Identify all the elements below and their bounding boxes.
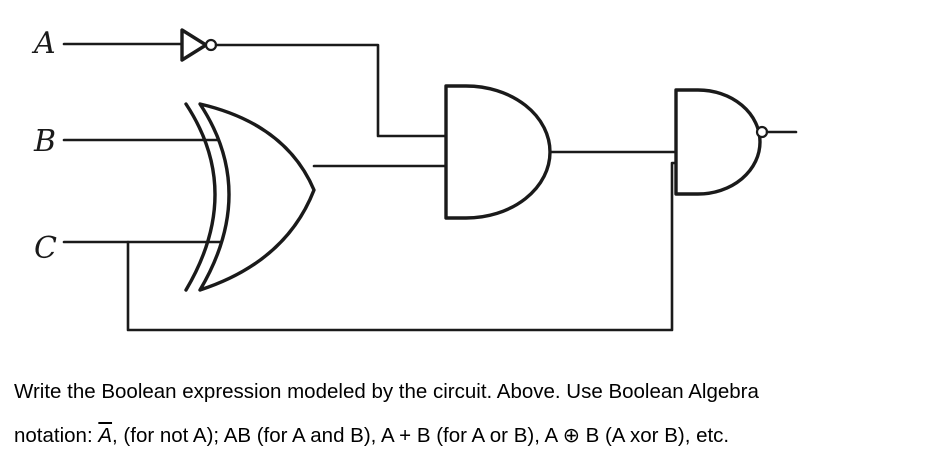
- notation-suffix: B (A xor B), etc.: [579, 424, 730, 447]
- not-a-notation: $\overline{A}$: [98, 424, 113, 447]
- not-gate: [182, 30, 206, 60]
- question-line-1: Write the Boolean expression modeled by the circuit. Above. Use Boolean Algebra: [14, 380, 759, 403]
- xor-symbol-icon: ⊕: [562, 423, 580, 447]
- input-label-c: C: [34, 231, 57, 266]
- xor-gate-back-arc: [186, 104, 215, 290]
- notation-prefix: notation:: [14, 424, 99, 447]
- and-gate-2: [676, 90, 760, 194]
- wire-and1-output: [550, 122, 690, 152]
- not-gate-bubble: [206, 40, 216, 50]
- and-gate-1: [446, 86, 550, 218]
- question-line-2: [14, 423, 729, 448]
- notation-description: , (for not A); AB (for A and B), A + B (for A or B), A: [112, 424, 563, 447]
- output-bubble: [757, 127, 767, 137]
- input-label-b: B: [34, 124, 57, 159]
- xor-gate: [200, 104, 314, 290]
- input-label-a: A: [34, 26, 56, 61]
- wire-c-branch: [128, 163, 690, 330]
